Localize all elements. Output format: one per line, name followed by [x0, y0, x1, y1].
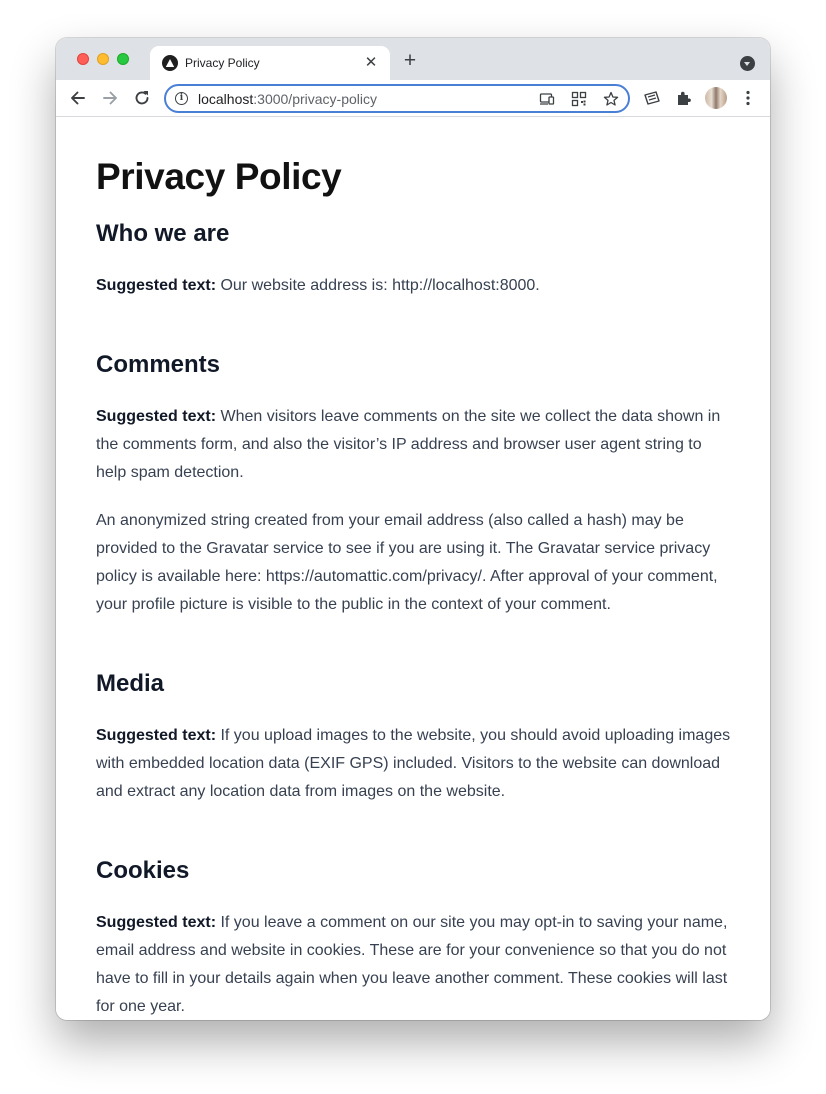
section-heading-cookies: Cookies [96, 857, 190, 884]
suggested-text-label: Suggested text: [96, 914, 217, 931]
close-window-button[interactable] [77, 53, 89, 65]
section-paragraph [96, 909, 732, 1020]
reading-list-icon[interactable] [642, 88, 662, 108]
tab-privacy-policy[interactable] [150, 46, 390, 80]
page-title: Privacy Policy [96, 156, 342, 197]
section-heading-media: Media [96, 670, 165, 697]
suggested-text-label: Suggested text: [96, 727, 217, 744]
tab-strip [56, 38, 770, 80]
section-heading-comments: Comments [96, 351, 221, 378]
extensions-puzzle-icon[interactable] [674, 88, 694, 108]
forward-arrow-icon[interactable] [100, 88, 120, 108]
menu-kebab-icon[interactable] [738, 88, 758, 108]
info-icon[interactable]: i [175, 92, 188, 105]
page-content [56, 118, 770, 1020]
section-heading-who-we-are: Who we are [96, 220, 230, 247]
paragraph-text: If you upload images to the website, you should avoid uploading images with embedded location data (EXIF GPS) included. Visitors to the website can download and extract any location data from images on the website. [96, 727, 731, 800]
minimize-window-button[interactable] [97, 53, 109, 65]
section-paragraph [96, 722, 732, 806]
tab-search-icon[interactable] [740, 56, 755, 71]
back-arrow-icon[interactable] [68, 88, 88, 108]
suggested-text-label: Suggested text: [96, 408, 217, 425]
new-tab-button[interactable]: + [403, 49, 417, 72]
paragraph-text: If you leave a comment on our site you may opt-in to saving your name, email address and website in cookies. These are for your convenience so that you do not have to fill in your details again when you leave another comment. These cookies will last for one year. [96, 914, 728, 1015]
browser-window [56, 38, 770, 1020]
address-bar[interactable] [164, 84, 630, 113]
paragraph-text: An anonymized string created from your email address (also called a hash) may be provided to the Gravatar service to see if you are using it. The Gravatar service privacy policy is available here: https://automattic.com/privacy/. After approval of your comment, your profile picture is visible to the public in the context of your comment. [96, 512, 718, 613]
url-path: :3000/privacy-policy [253, 91, 377, 107]
section-paragraph [96, 507, 732, 619]
toolbar [56, 80, 770, 117]
url-text[interactable] [198, 91, 377, 107]
paragraph-text: When visitors leave comments on the site we collect the data shown in the comments form, and also the visitor’s IP address and browser user agent string to help spam detection. [96, 408, 721, 481]
favicon-icon [162, 55, 178, 71]
section-paragraph [96, 272, 732, 300]
bookmark-star-icon[interactable] [603, 91, 619, 107]
zoom-window-button[interactable] [117, 53, 129, 65]
paragraph-text: Our website address is: http://localhost:8000. [216, 277, 540, 294]
cast-icon[interactable] [539, 91, 555, 107]
suggested-text-label: Suggested text: [96, 277, 217, 294]
url-host: localhost [198, 91, 254, 107]
section-paragraph [96, 403, 732, 487]
close-tab-icon[interactable]: ✕ [364, 54, 378, 71]
tab-title: Privacy Policy [185, 56, 260, 70]
reload-icon[interactable] [132, 88, 152, 108]
profile-avatar[interactable] [705, 87, 727, 109]
qr-code-icon[interactable] [571, 91, 587, 107]
